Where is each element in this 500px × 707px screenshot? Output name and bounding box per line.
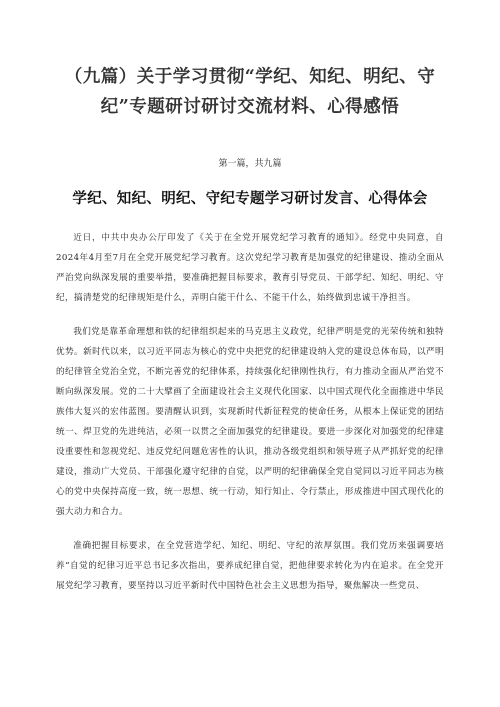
chapter-label: 第一篇，共九篇 bbox=[218, 159, 282, 169]
article-body bbox=[56, 228, 444, 596]
body-paragraph: 近日，中共中央办公厅印发了《关于在全党开展党纪学习教育的通知》。经党中央同意，自2024年4月至7月在全党开展党纪学习教育。这次党纪学习教育是加强党的纪律建设、推动全面从严治党向纵深发展的重要举措，要准确把握目标要求，教育引导党员、干部学纪、知纪、明纪、守纪，搞清楚党的纪律规矩是什么，弄明白能干什么、不能干什么，始终做到忠诚干净担当。 bbox=[56, 233, 444, 303]
article-title: 学纪、知纪、明纪、守纪专题学习研讨发言、心得体会 bbox=[72, 191, 428, 207]
body-paragraph: 我们党是靠革命理想和铁的纪律组织起来的马克思主义政党，纪律严明是党的光荣传统和独特优势。新时代以来，以习近平同志为核心的党中央把党的纪律建设纳入党的建设总体布局，以严明的纪律管全党治全党，不断完善党的纪律体系，持续强化纪律刚性执行，有力推动全面从严治党不断向纵深发展。党的二十大擘画了全面建设社会主义现代化国家、以中国式现代化全面推进中华民族伟大复兴的宏伟蓝图。要清醒认识到，实现新时代新征程党的使命任务，从根本上保证党的团结统一、焊卫党的先进纯洁，必须一以贯之全面加强党的纪律建设。要进一步深化对加强党的纪律建设重要性和忽视党纪、违反党纪问题危害性的认识，推动各级党组织和领导班子从严抓好党的纪律建设，推动广大党员、干部强化遵守纪律的自觉，以严明的纪律确保全党自觉同以习近平同志为核心的党中央保持高度一致，统一思想、统一行动，知行知止、令行禁止，形成推进中国式现代化的强大动力和合力。 bbox=[56, 327, 444, 517]
document-title: （九篇）关于学习贯彻“学纪、知纪、明纪、守纪”专题研讨研讨交流材料、心得感悟 bbox=[64, 67, 436, 117]
body-paragraph: 准确把握目标要求，在全党营造学纪、知纪、明纪、守纪的浓厚氛围。我们党历来强调要培养“自觉的纪律习近平总书记多次指出，要养成纪律自觉，把他律要求转化为内在追求。在全党开展党纪学习教育，要坚持以习近平新时代中国特色社会主义思想为指导，聚焦解决一些党员、 bbox=[56, 541, 444, 591]
